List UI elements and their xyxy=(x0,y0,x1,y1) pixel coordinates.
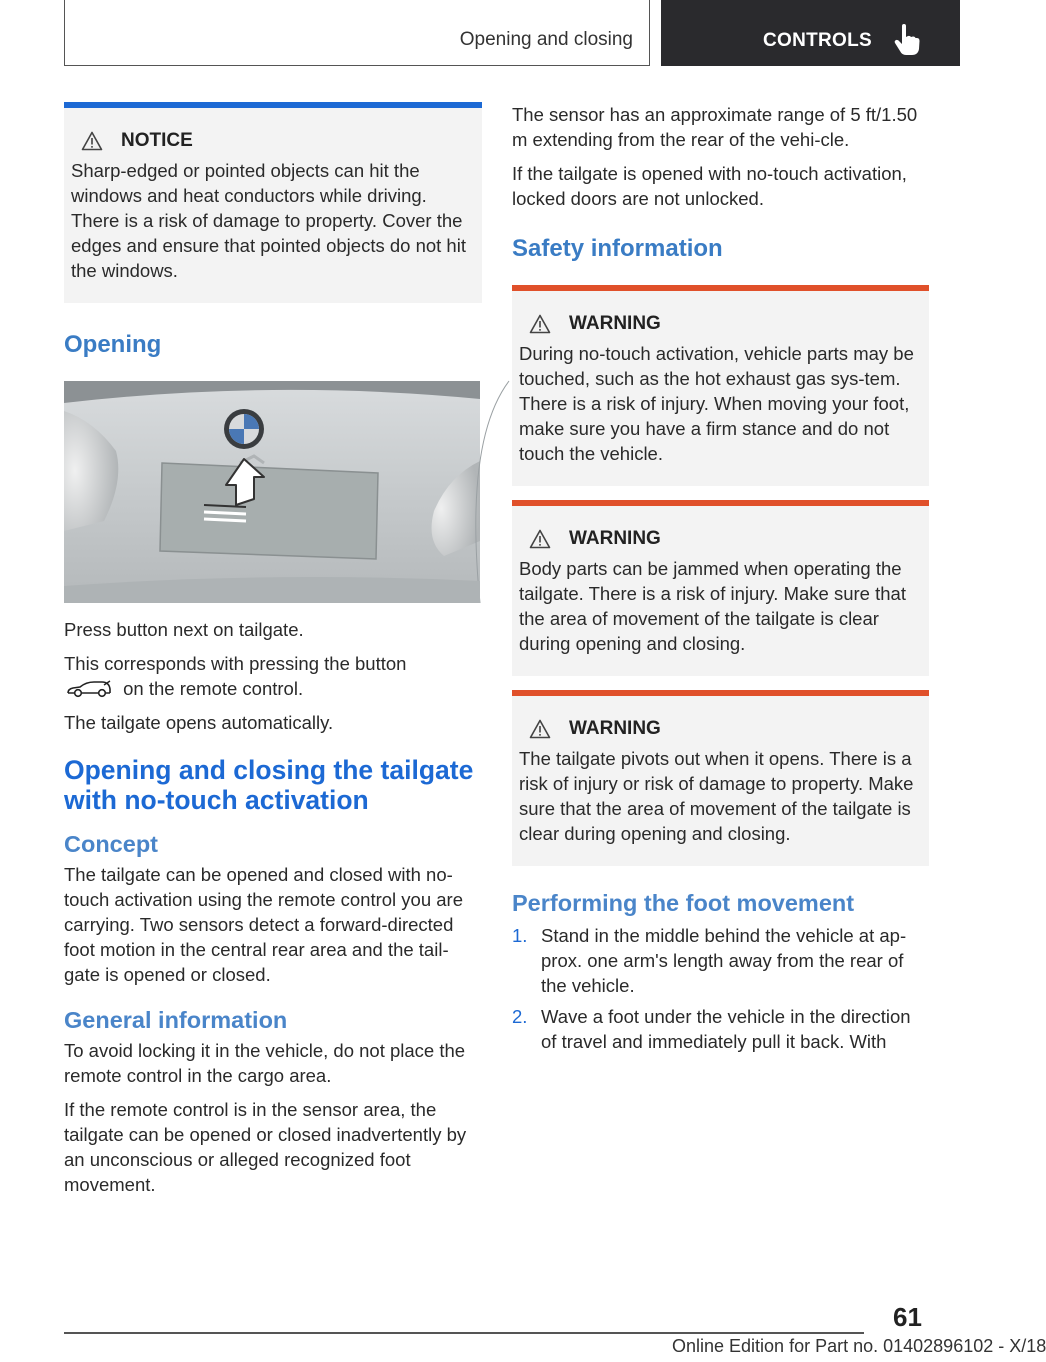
list-item xyxy=(512,1004,929,1054)
warning-box-1 xyxy=(512,285,929,486)
warning-title-text-1: WARNING xyxy=(569,313,661,334)
warning-title-2 xyxy=(529,528,923,550)
warning-box-2 xyxy=(512,500,929,676)
warning-title-text-3: WARNING xyxy=(569,718,661,739)
notice-box xyxy=(64,102,482,303)
corresponds-text-part2: on the remote control. xyxy=(123,678,304,699)
foot-movement-heading: Performing the foot movement xyxy=(512,890,855,916)
tailgate-photo xyxy=(64,381,480,603)
right-column xyxy=(512,102,929,1060)
footer-divider xyxy=(64,1332,864,1334)
left-column xyxy=(64,102,482,1206)
safety-info-heading: Safety information xyxy=(512,235,723,262)
sensor-range-text: The sensor has an approximate range of 5 ft/1.50 m extending from the rear of the vehi-cle. xyxy=(512,104,918,150)
notouch-heading: Opening and closing the tailgate with no-touch activation xyxy=(64,755,474,815)
notice-title xyxy=(81,130,476,152)
warning-triangle-icon xyxy=(529,314,551,334)
corresponds-text-part1: This corresponds with pressing the button xyxy=(64,653,407,674)
warning-title-3 xyxy=(529,718,923,740)
header-section-box xyxy=(64,0,650,66)
list-item xyxy=(512,923,929,998)
general-info-heading: General information xyxy=(64,1007,288,1033)
step-number-2: 2. xyxy=(512,1006,528,1027)
warning-triangle-icon xyxy=(529,529,551,549)
warning-text-3: The tailgate pivots out when it opens. There is a risk of injury or risk of damage to property. Make sure that the area of movement of the tailgate is clear during opening and closing. xyxy=(519,748,914,844)
warning-title-1 xyxy=(529,313,923,335)
notice-title-text: NOTICE xyxy=(121,130,193,151)
warning-text-1: During no-touch activation, vehicle parts may be touched, such as the hot exhaust gas sys-tem. There is a risk of injury. When moving your foot, make sure you have a firm stance and do not touch the vehicle. xyxy=(519,343,914,464)
concept-text: The tailgate can be opened and closed with no-touch activation using the remote control you are carrying. Two sensors detect a forward-directed foot motion in the central rear area and the tail-gate is opened or closed. xyxy=(64,864,464,985)
warning-triangle-icon xyxy=(529,719,551,739)
general-info-text-2: If the remote control is in the sensor area, the tailgate can be opened or closed inadvertently by an unconscious or alleged recognized foot movement. xyxy=(64,1099,467,1195)
warning-text-2: Body parts can be jammed when operating the tailgate. There is a risk of injury. Make sure that the area of movement of the tailgate is clear during opening and closing. xyxy=(519,558,906,654)
tailgate-photo-graphic xyxy=(64,381,480,603)
corresponds-text xyxy=(64,651,482,701)
header-section-title: Opening and closing xyxy=(459,29,633,50)
concept-heading: Concept xyxy=(64,831,158,857)
general-info-text-1: To avoid locking it in the vehicle, do not place the remote control in the cargo area. xyxy=(64,1040,466,1086)
step-number-1: 1. xyxy=(512,925,528,946)
warning-title-text-2: WARNING xyxy=(569,528,661,549)
header-chapter-title: CONTROLS xyxy=(763,30,873,51)
pointing-hand-icon xyxy=(893,24,921,56)
press-button-text: Press button next on tailgate. xyxy=(64,619,304,640)
footer-edition-text: Online Edition for Part no. 01402896102 - X/18 xyxy=(672,1336,1046,1356)
page-number: 61 xyxy=(893,1302,922,1332)
header-chapter-tab xyxy=(661,0,960,66)
warning-box-3 xyxy=(512,690,929,866)
notice-text: Sharp-edged or pointed objects can hit the windows and heat conductors while driving. There is a risk of damage to property. Cover the edges and ensure that pointed objects do not hit the windows. xyxy=(71,160,466,281)
opening-heading: Opening xyxy=(64,331,162,358)
car-tailgate-icon xyxy=(66,679,112,699)
opens-automatically-text: The tailgate opens automatically. xyxy=(64,712,334,733)
warning-triangle-icon xyxy=(81,131,103,151)
step-text-2: Wave a foot under the vehicle in the direction of travel and immediately pull it back. With xyxy=(541,1006,911,1052)
step-text-1: Stand in the middle behind the vehicle at ap-prox. one arm's length away from the rear of the vehicle. xyxy=(541,925,907,996)
locked-doors-text: If the tailgate is opened with no-touch activation, locked doors are not unlocked. xyxy=(512,163,907,209)
